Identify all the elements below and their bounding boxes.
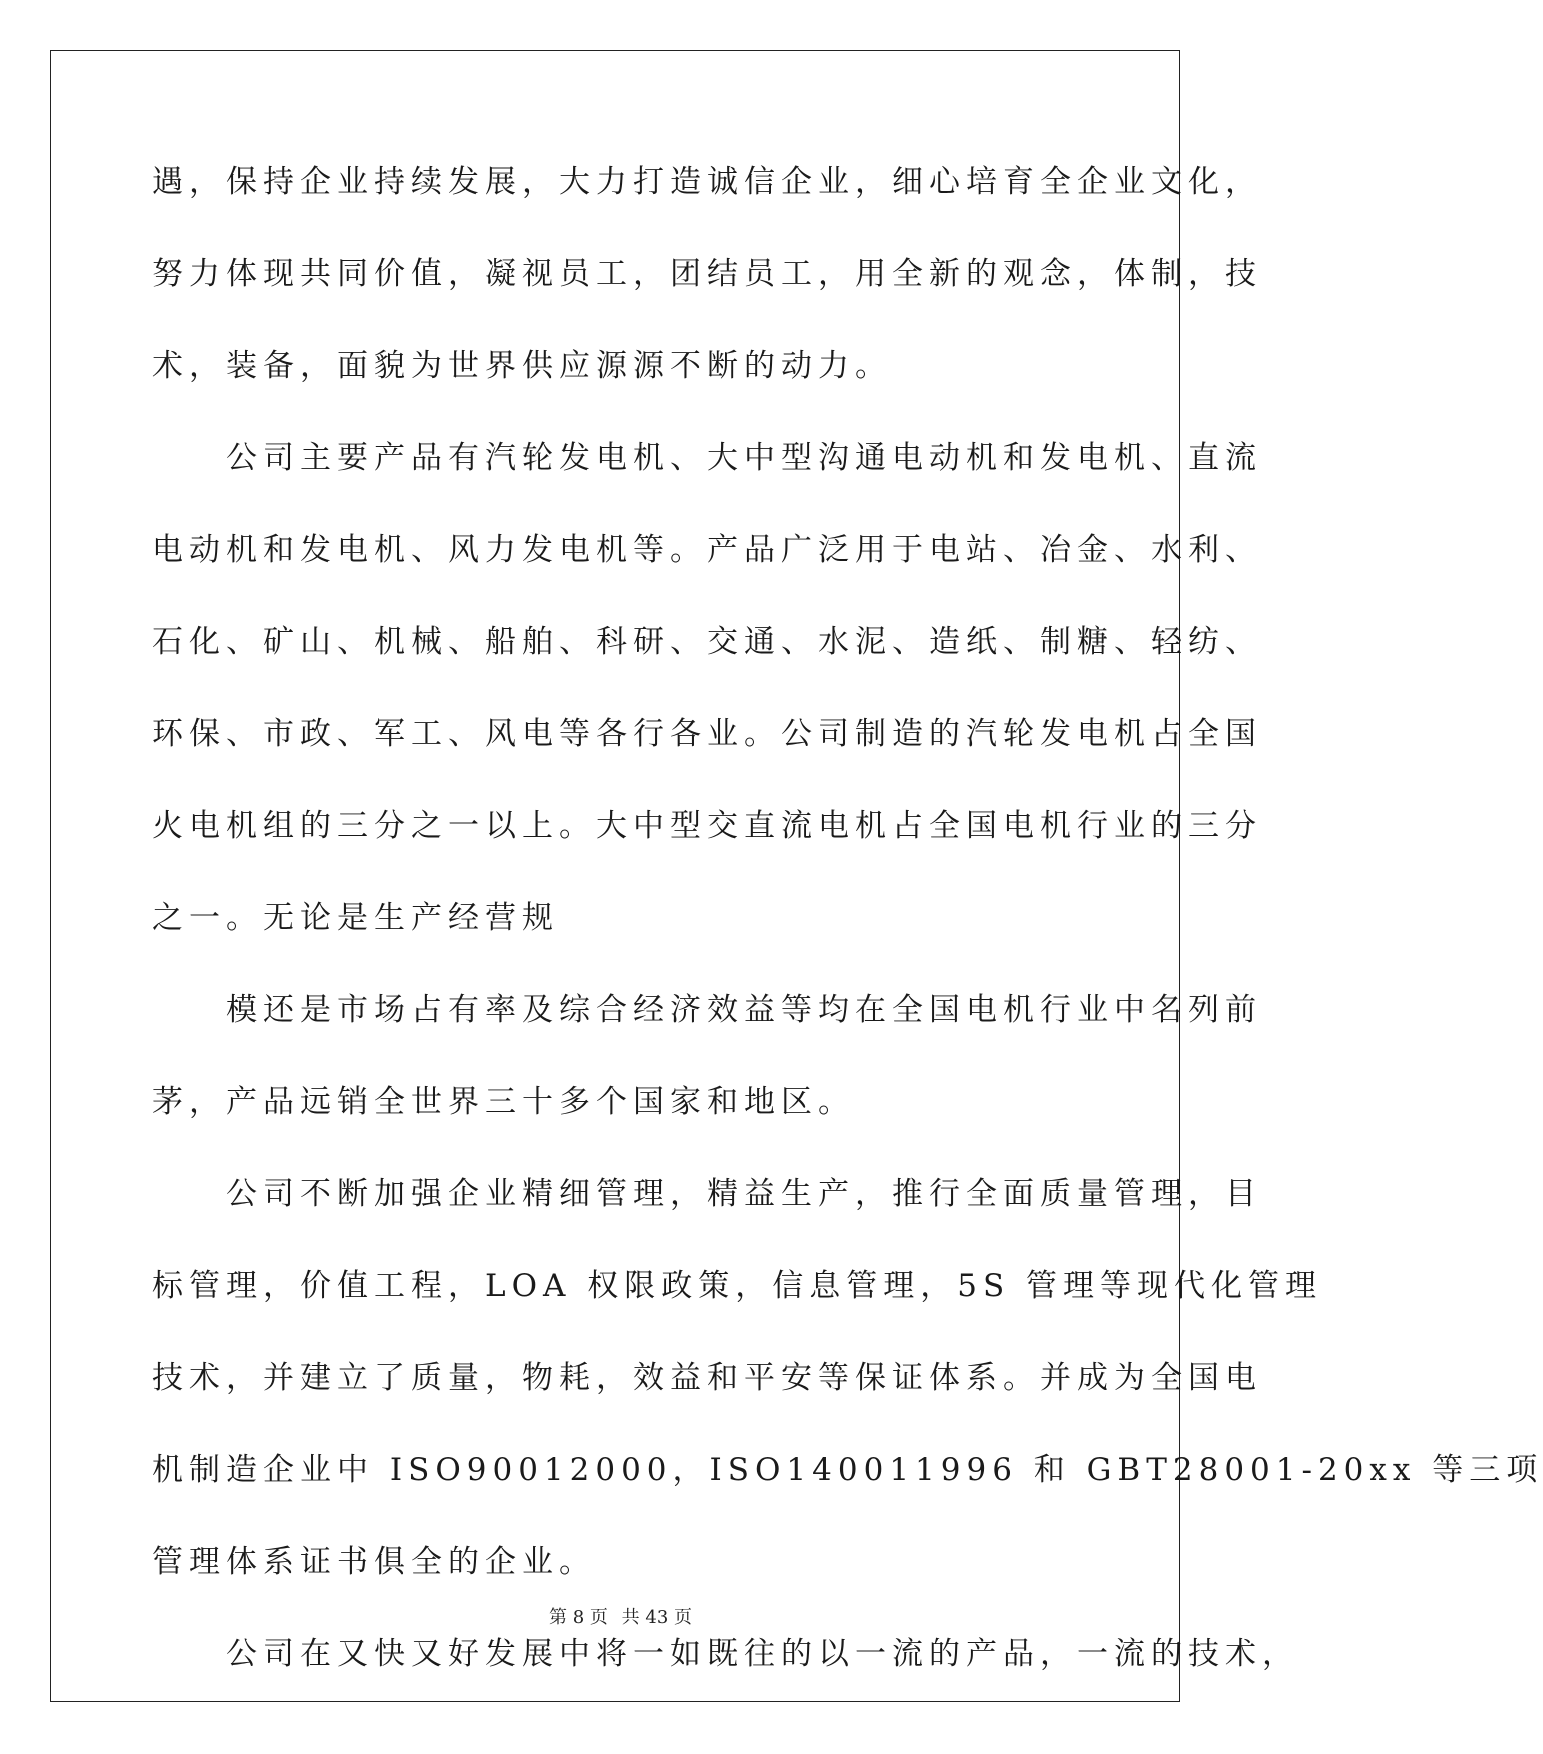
text-line: 电动机和发电机、风力发电机等。产品广泛用于电站、冶金、水利、 (152, 532, 1262, 568)
text-line: 遇，保持企业持续发展，大力打造诚信企业，细心培育全企业文化， (152, 164, 1262, 200)
text-line: 标管理，价值工程，LOA 权限政策，信息管理，5S 管理等现代化管理 (152, 1268, 1323, 1304)
text-line: 机制造企业中 ISO90012000，ISO140011996 和 GBT28001-20xx 等三项 (152, 1452, 1543, 1488)
text-line: 技术，并建立了质量，物耗，效益和平安等保证体系。并成为全国电 (152, 1360, 1262, 1396)
text-line: 努力体现共同价值，凝视员工，团结员工，用全新的观念，体制，技 (152, 256, 1262, 292)
text-line: 石化、矿山、机械、船舶、科研、交通、水泥、造纸、制糖、轻纺、 (152, 624, 1262, 660)
page-number: 第 8 页 (549, 1607, 608, 1628)
text-line: 茅，产品远销全世界三十多个国家和地区。 (152, 1084, 855, 1120)
text-line: 火电机组的三分之一以上。大中型交直流电机占全国电机行业的三分 (152, 808, 1262, 844)
text-line: 模还是市场占有率及综合经济效益等均在全国电机行业中名列前 (152, 992, 1262, 1028)
text-line: 公司不断加强企业精细管理，精益生产，推行全面质量管理，目 (152, 1176, 1262, 1212)
text-line: 之一。无论是生产经营规 (152, 900, 559, 936)
page-total: 共 43 页 (621, 1607, 692, 1628)
page-footer (0, 1603, 1241, 1629)
text-line: 公司主要产品有汽轮发电机、大中型沟通电动机和发电机、直流 (152, 440, 1262, 476)
text-line: 术，装备，面貌为世界供应源源不断的动力。 (152, 348, 892, 384)
text-line: 公司在又快又好发展中将一如既往的以一流的产品，一流的技术， (152, 1636, 1299, 1672)
document-body (152, 162, 1543, 1726)
text-line: 管理体系证书俱全的企业。 (152, 1544, 596, 1580)
text-line: 环保、市政、军工、风电等各行各业。公司制造的汽轮发电机占全国 (152, 716, 1262, 752)
